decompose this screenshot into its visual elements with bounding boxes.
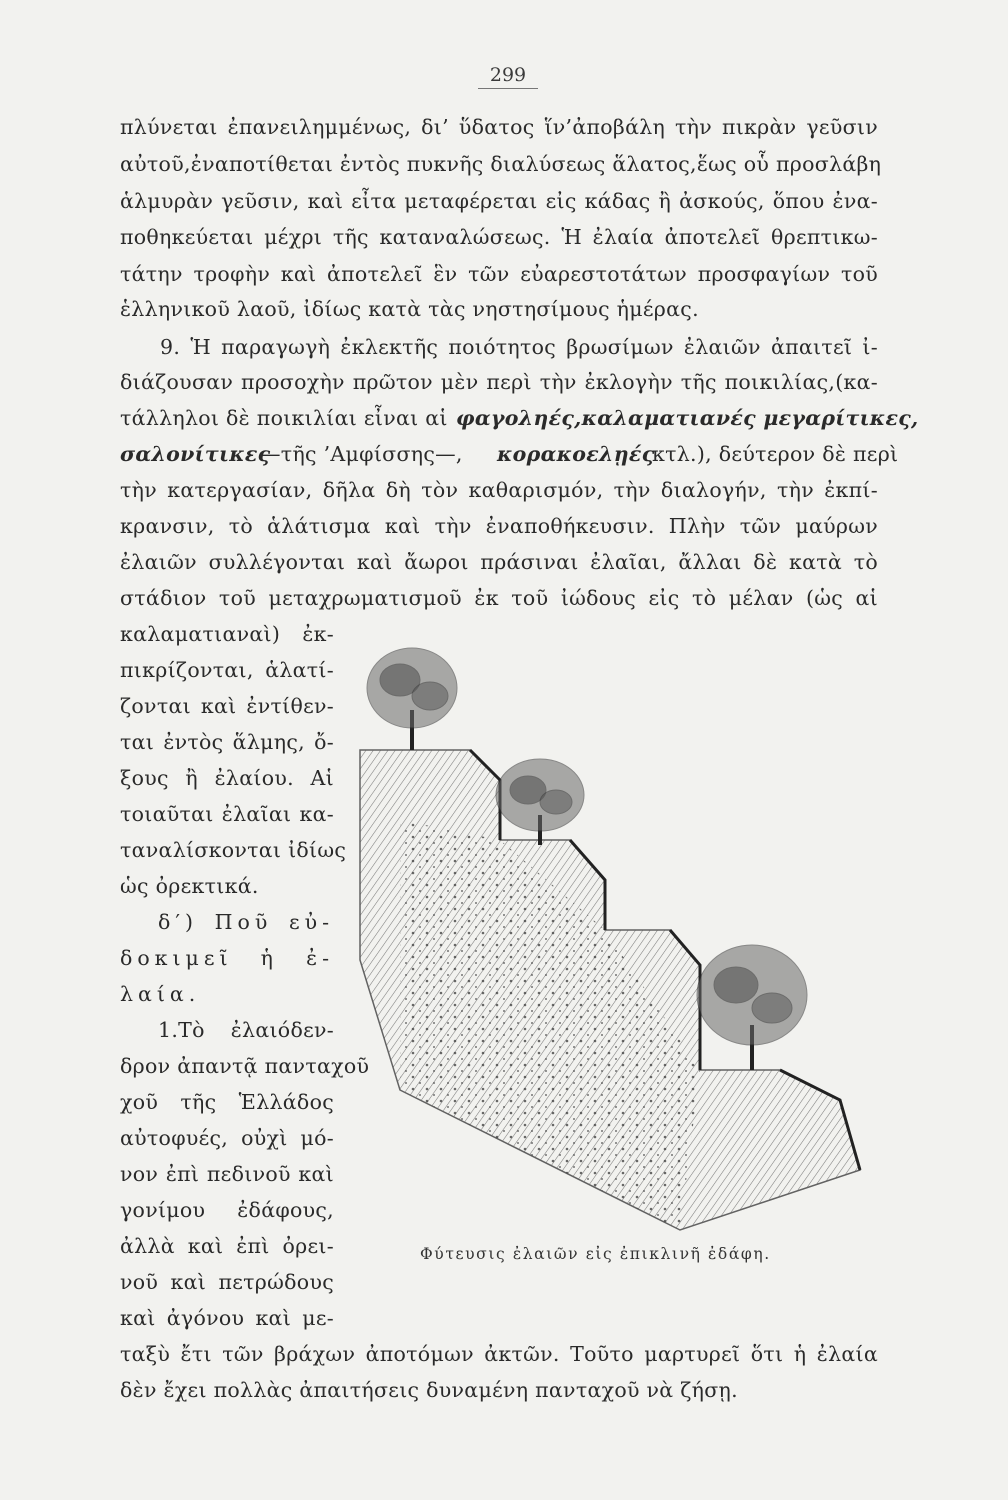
text-line: καὶ ἀγόνου καὶ με-	[120, 1306, 334, 1330]
text-line: στάδιον τοῦ μεταχρωματισμοῦ ἐκ τοῦ ἰώδους εἰς τὸ μέλαν (ὡς αἱ	[120, 586, 878, 610]
section-heading: λαία.	[120, 982, 201, 1006]
text-line: δρον ἀπαντᾷ πανταχοῦ	[120, 1054, 370, 1078]
text-line: αὐτοφυές, οὐχὶ μό-	[120, 1126, 334, 1150]
text-line: τάτην τροφὴν καὶ ἀποτελεῖ ἓν τῶν εὐαρεστοτάτων προσφαγίων τοῦ	[120, 262, 878, 286]
figure-caption: Φύτευσις ἐλαιῶν εἰς ἐπικλινῆ ἐδάφη.	[420, 1245, 771, 1263]
page-number: 299	[478, 64, 538, 89]
text-line: ἀλλὰ καὶ ἐπὶ ὀρει-	[120, 1234, 334, 1258]
text-line: ται ἐντὸς ἅλμης, ὄ-	[120, 730, 334, 754]
olive-tree	[697, 945, 807, 1070]
text-line: τοιαῦται ἐλαῖαι κα-	[120, 802, 334, 826]
text-line: κρανσιν, τὸ ἁλάτισμα καὶ τὴν ἐναποθήκευσιν. Πλὴν τῶν μαύρων	[120, 514, 878, 538]
text-line: ὡς ὀρεκτικά.	[120, 874, 259, 898]
text-line: ζονται καὶ ἐντίθεν-	[120, 694, 334, 718]
text-line: χοῦ τῆς Ἑλλάδος	[120, 1090, 334, 1114]
text-line: ἑλληνικοῦ λαοῦ, ἰδίως κατὰ τὰς νηστησίμους ἡμέρας.	[120, 297, 699, 321]
text-line: γονίμου ἐδάφους,	[120, 1198, 334, 1222]
terrace-illustration	[340, 630, 888, 1270]
variety-name: κορακοελῃές	[497, 442, 655, 466]
text-line: τὴν κατεργασίαν, δῆλα δὴ τὸν καθαρισμόν, τὴν διαλογήν, τὴν ἐκπί-	[120, 478, 878, 502]
text-line: 9. Ἡ παραγωγὴ ἐκλεκτῆς ποιότητος βρωσίμων ἐλαιῶν ἀπαιτεῖ ἰ-	[160, 335, 878, 359]
text-line: νοῦ καὶ πετρώδους	[120, 1270, 334, 1294]
text-line: —τῆς ’Αμφίσσης—,	[260, 442, 463, 466]
text-line: κτλ.), δεύτερον δὲ περὶ	[652, 442, 899, 466]
text-line: τάλληλοι δὲ ποικιλίαι εἶναι αἱ	[120, 406, 448, 430]
text-line: ἐλαιῶν συλλέγονται καὶ ἄωροι πράσιναι ἐλαῖαι, ἄλλαι δὲ κατὰ τὸ	[120, 550, 878, 574]
olive-tree	[367, 648, 457, 750]
section-heading: δ′) Ποῦ εὐ-	[158, 910, 334, 934]
text-line: νον ἐπὶ πεδινοῦ καὶ	[120, 1162, 334, 1186]
olive-tree	[496, 759, 584, 845]
section-heading: δοκιμεῖ ἡ ἐ-	[120, 946, 334, 970]
text-line: δὲν ἔχει πολλὰς ἀπαιτήσεις δυναμένη πανταχοῦ νὰ ζήσῃ.	[120, 1378, 738, 1402]
text-line: ταναλίσκονται ἰδίως	[120, 838, 347, 862]
text-line: ταξὺ ἔτι τῶν βράχων ἀποτόμων ἀκτῶν. Τοῦτο μαρτυρεῖ ὅτι ἡ ἐλαία	[120, 1342, 878, 1366]
variety-names: φαγοληές,καλαματιανές μεγαρίτικες,	[456, 406, 919, 430]
text-line: διάζουσαν προσοχὴν πρῶτον μὲν περὶ τὴν ἐκλογὴν τῆς ποικιλίας,(κα-	[120, 370, 878, 394]
text-line: καλαματιαναὶ) ἐκ-	[120, 622, 334, 646]
text-line: πλύνεται ἐπανειλημμένως, δι’ ὕδατος ἵν’ἀποβάλη τὴν πικρὰν γεῦσιν	[120, 115, 878, 139]
text-line: ξους ἢ ἐλαίου. Αἱ	[120, 766, 334, 790]
variety-name: σαλονίτικες	[120, 442, 271, 466]
text-line: 1.Τὸ ἐλαιόδεν-	[158, 1018, 334, 1042]
text-line: αὐτοῦ,ἐναποτίθεται ἐντὸς πυκνῆς διαλύσεως ἅλατος,ἕως οὗ προσλάβη	[120, 152, 882, 176]
text-line: πικρίζονται, ἁλατί-	[120, 658, 334, 682]
text-line: ποθηκεύεται μέχρι τῆς καταναλώσεως. Ἡ ἐλαία ἀποτελεῖ θρεπτικω-	[120, 225, 878, 249]
text-line: ἁλμυρὰν γεῦσιν, καὶ εἶτα μεταφέρεται εἰς κάδας ἢ ἀσκούς, ὅπου ἐνα-	[120, 189, 878, 213]
